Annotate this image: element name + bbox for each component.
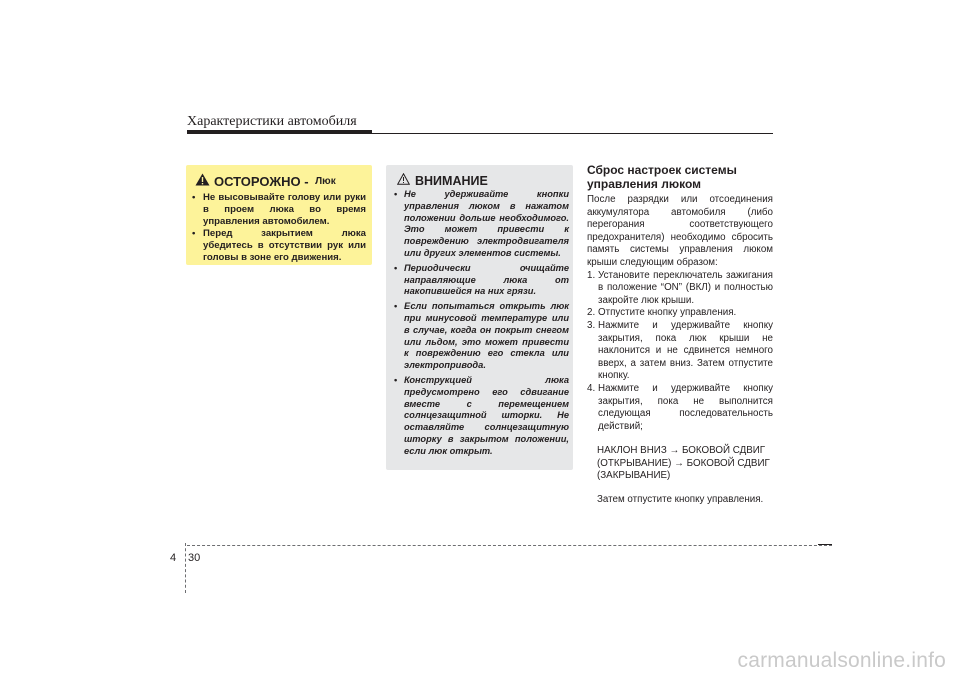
watermark: carmanualsonline.info	[737, 649, 946, 672]
caution-item: • Не высовывайте голову или руки в проем люка во время управления автомобилем.	[191, 192, 366, 228]
footer-rule-end	[818, 544, 832, 545]
step-text: Отпустите кнопку управления.	[598, 307, 737, 319]
reset-section-body	[587, 194, 773, 507]
step-number: 1.	[587, 269, 596, 281]
header-rule	[187, 133, 773, 134]
warning-triangle-icon	[195, 173, 210, 189]
caution-list	[191, 192, 366, 264]
reset-steps	[587, 270, 773, 434]
reset-sequence: НАКЛОН ВНИЗ → БОКОВОЙ СДВИГ (ОТКРЫВАНИЕ) → БОКОВОЙ СДВИГ (ЗАКРЫВАНИЕ)	[597, 445, 770, 482]
caution-item: • Перед закрытием люка убедитесь в отсутствии рук или головы в зоне его движения.	[191, 228, 366, 264]
warning-triangle-outline-icon	[397, 173, 410, 188]
notice-list	[393, 189, 569, 461]
footer-dashed-rule	[187, 545, 832, 546]
notice-heading	[397, 173, 488, 188]
notice-item: • Если попытаться открыть люк при минусовой температуре или в случае, когда он покрыт снегом или льдом, это может привести к повреждению его стекла или электропривода.	[393, 301, 569, 372]
reset-step	[587, 307, 773, 320]
step-text: Нажмите и удерживайте кнопку закрытия, пока не выполнится следующая последовательность действий;	[598, 382, 773, 432]
step-number: 2.	[587, 307, 596, 319]
page-number: 30	[188, 552, 201, 564]
notice-heading-text: ВНИМАНИЕ	[415, 173, 488, 188]
caution-heading-text: ОСТОРОЖНО -	[214, 173, 313, 189]
notice-item: • Конструкцией люка предусмотрено его сдвигание вместе с перемещением солнцезащитной шторки. Не оставляйте солнцезащитную шторку в закрытом положении, если люк открыт.	[393, 375, 569, 458]
notice-item: • Периодически очищайте направляющие люка от накопившейся на них грязи.	[393, 263, 569, 298]
footer-divider	[185, 543, 186, 593]
step-number: 3.	[587, 319, 596, 331]
step-text: Установите переключатель зажигания в положение “ON” (ВКЛ) и полностью закройте люк крыши.	[598, 269, 773, 306]
reset-intro: После разрядки или отсоединения аккумулятора автомобиля (либо перегорания соответствующего предохранителя) необходимо сбросить память системы управления люком крыши следующим образом:	[587, 194, 773, 268]
notice-item: • Не удерживайте кнопки управления люком в нажатом положении дольше необходимого. Это может привести к повреждению электродвигателя или других элементов системы.	[393, 189, 569, 260]
reset-section-title: Сброс настроек системы управления люком	[587, 163, 737, 191]
caution-heading	[195, 173, 336, 189]
step-number: 4.	[587, 382, 596, 394]
caution-subheading: Люк	[315, 175, 336, 187]
chapter-number: 4	[170, 552, 177, 564]
reset-step	[587, 320, 773, 383]
reset-step	[587, 383, 773, 433]
header-title: Характеристики автомобиля	[187, 114, 357, 129]
step-text: Нажмите и удерживайте кнопку закрытия, пока люк крыши не наклонится и не сдвинется немного вверх, а затем вниз. Затем отпустите кнопку.	[598, 319, 773, 382]
reset-step	[587, 270, 773, 308]
reset-after: Затем отпустите кнопку управления.	[597, 494, 764, 506]
